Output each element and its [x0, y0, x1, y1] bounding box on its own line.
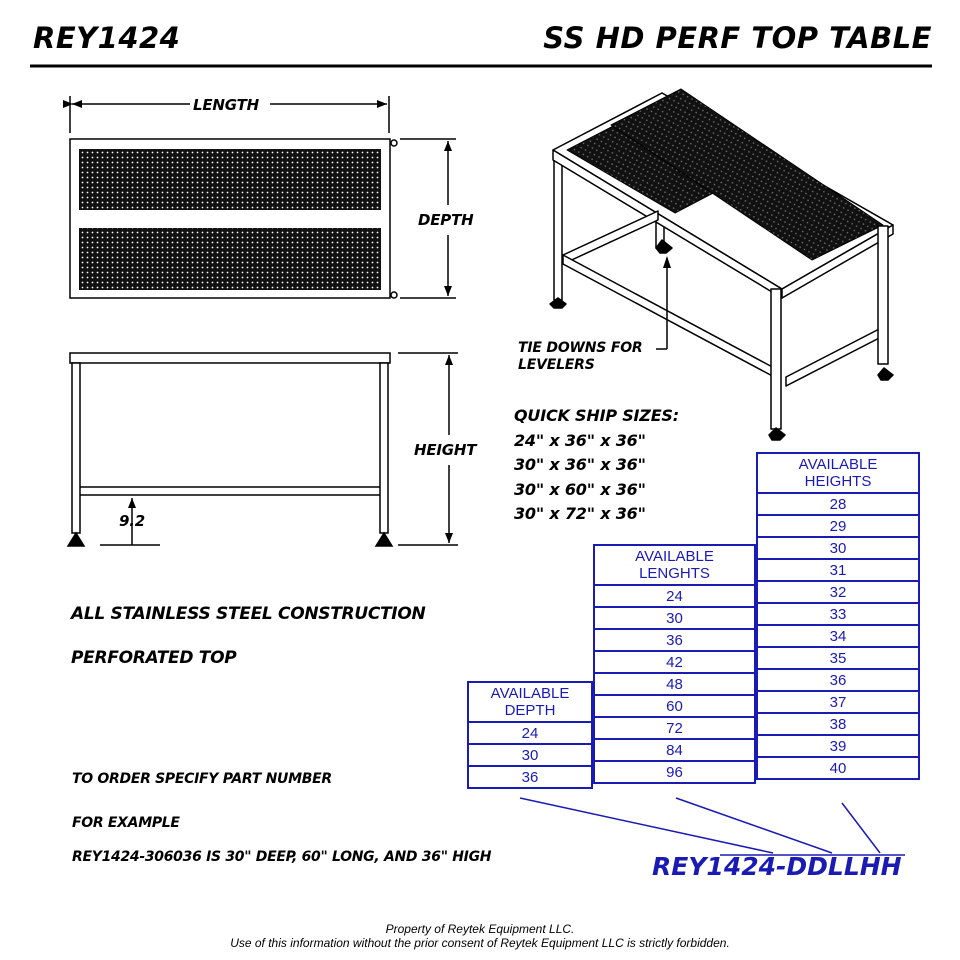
page-title: SS HD PERF TOP TABLE — [543, 21, 932, 55]
tie-downs-callout-line1: TIE DOWNS FOR — [518, 340, 643, 356]
table-cell: 33 — [757, 603, 919, 625]
example-text: REY1424-306036 IS 30" DEEP, 60" LONG, AND 36" HIGH — [72, 849, 492, 865]
perf-panel-bottom — [79, 228, 381, 290]
table-cell: 30 — [468, 744, 592, 766]
quick-ship-size: 24" x 36" x 36" — [514, 430, 646, 450]
shelf-height-label: 9.2 — [119, 512, 145, 530]
table-cell: 32 — [757, 581, 919, 603]
table-cell: 35 — [757, 647, 919, 669]
table-cell: 84 — [594, 739, 755, 761]
order-instruction: TO ORDER SPECIFY PART NUMBER — [72, 771, 332, 787]
lengths-table-header: AVAILABLE LENGHTS — [594, 545, 755, 585]
heights-table-header: AVAILABLE HEIGHTS — [757, 453, 919, 493]
lengths-table — [593, 544, 756, 784]
table-cell: 60 — [594, 695, 755, 717]
table-cell: 96 — [594, 761, 755, 783]
table-cell: 42 — [594, 651, 755, 673]
table-cell: 24 — [468, 722, 592, 744]
table-cell: 30 — [594, 607, 755, 629]
length-label: LENGTH — [193, 96, 259, 114]
quick-ship-size: 30" x 60" x 36" — [514, 479, 646, 499]
table-cell: 37 — [757, 691, 919, 713]
table-cell: 40 — [757, 757, 919, 779]
table-cell: 36 — [757, 669, 919, 691]
quick-ship-size: 30" x 72" x 36" — [514, 504, 646, 523]
top-view — [70, 96, 456, 298]
depth-table-header: AVAILABLE DEPTH — [468, 682, 592, 722]
table-cell: 28 — [757, 493, 919, 515]
table-cell: 24 — [594, 585, 755, 607]
depth-table — [467, 681, 593, 789]
quick-ship-title: QUICK SHIP SIZES: — [514, 406, 679, 425]
footer-property: Property of Reytek Equipment LLC. — [385, 922, 575, 936]
model-number: REY1424 — [33, 21, 181, 55]
quick-ship-size: 30" x 36" x 36" — [514, 455, 646, 474]
feature-construction: ALL STAINLESS STEEL CONSTRUCTION — [71, 604, 426, 624]
part-number-format: REY1424-DDLLHH — [652, 852, 902, 881]
quick-ship-block — [514, 404, 679, 527]
table-cell: 48 — [594, 673, 755, 695]
table-cell: 39 — [757, 735, 919, 757]
table-cell: 72 — [594, 717, 755, 739]
heights-table — [756, 452, 920, 780]
part-number-leaders — [520, 798, 905, 855]
feature-perforated-top: PERFORATED TOP — [71, 648, 237, 668]
height-label: HEIGHT — [414, 441, 477, 459]
perf-panel-top — [79, 149, 381, 210]
footer-notice: Use of this information without the prior consent of Reytek Equipment LLC is strictly forbidden. — [230, 936, 730, 950]
table-cell: 31 — [757, 559, 919, 581]
table-cell: 34 — [757, 625, 919, 647]
table-cell: 36 — [594, 629, 755, 651]
depth-label: DEPTH — [418, 211, 474, 229]
isometric-view — [550, 89, 893, 440]
table-cell: 29 — [757, 515, 919, 537]
table-cell: 36 — [468, 766, 592, 788]
tie-downs-callout-line2: LEVELERS — [518, 357, 595, 373]
example-label: FOR EXAMPLE — [72, 815, 180, 831]
table-cell: 38 — [757, 713, 919, 735]
table-cell: 30 — [757, 537, 919, 559]
